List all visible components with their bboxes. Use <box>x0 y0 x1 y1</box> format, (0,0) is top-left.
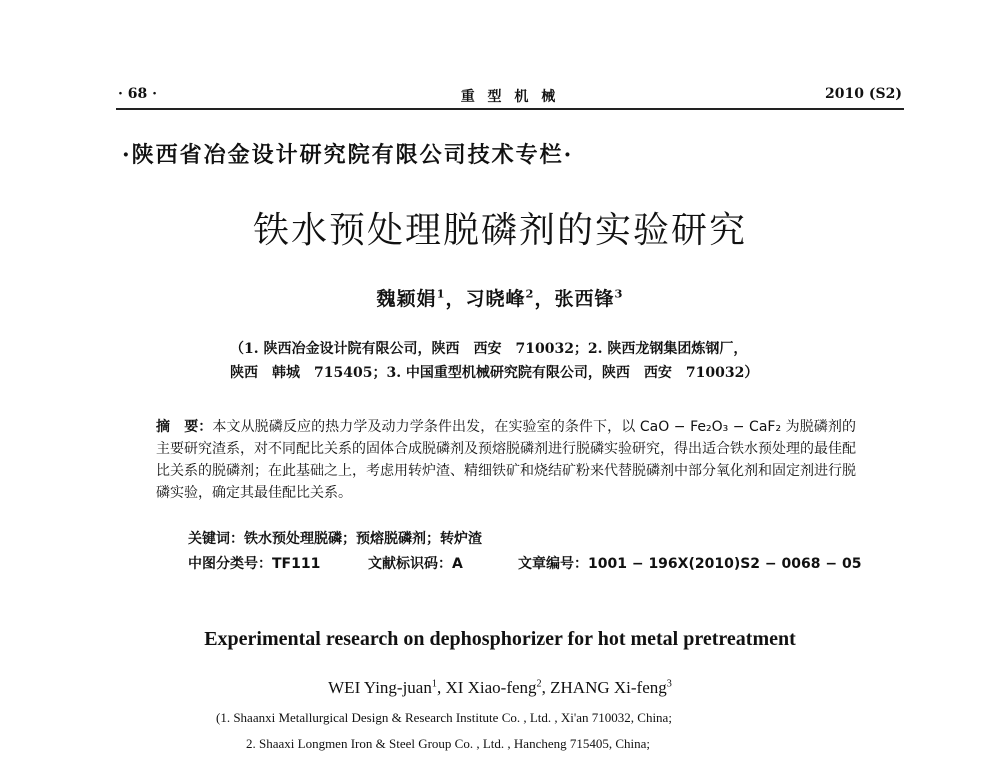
author-name: 魏颖娟 <box>376 288 437 310</box>
header-rule <box>116 108 904 110</box>
author-list <box>0 284 1000 311</box>
abstract <box>156 416 856 504</box>
author-mark: 1 <box>436 286 446 301</box>
classification-line <box>188 553 861 573</box>
author-separator: ， <box>534 288 555 310</box>
author-separator: , <box>436 678 446 697</box>
author-mark: 3 <box>666 678 672 690</box>
author-name: WEI Ying-juan <box>328 678 432 697</box>
keywords-text: 铁水预处理脱磷；预熔脱磷剂；转炉渣 <box>244 531 482 547</box>
author-mark: 1 <box>431 678 437 690</box>
paper-title: 铁水预处理脱磷剂的实验研究 <box>252 210 747 251</box>
affiliation-line: （1. 陕西冶金设计院有限公司，陕西 西安 710032；2. 陕西龙钢集团炼钢厂， <box>230 341 748 357</box>
keywords-label: 关键词： <box>188 531 244 547</box>
author-name: ZHANG Xi-feng <box>550 678 667 697</box>
author-name: 习晓峰 <box>465 288 526 310</box>
column-heading: ·陕西省冶金设计研究院有限公司技术专栏· <box>122 142 574 168</box>
running-header <box>118 86 902 110</box>
author-name: 张西锋 <box>554 288 615 310</box>
journal-name: 重 型 机 械 <box>460 89 560 105</box>
clc-number: 中图分类号：TF111 <box>188 556 321 572</box>
keywords <box>188 528 482 548</box>
author-name: XI Xiao-feng <box>445 678 537 697</box>
author-mark: 3 <box>614 286 624 301</box>
english-affiliation-line: 2. Shaaxi Longmen Iron & Steel Group Co. , Ltd. , Hancheng 715405, China; <box>246 736 651 751</box>
document-code: 文献标识码：A <box>368 556 463 572</box>
english-title: Experimental research on dephosphorizer for hot metal pretreatment <box>204 628 796 650</box>
article-id: 文章编号：1001 − 196X(2010)S2 − 0068 − 05 <box>518 556 862 572</box>
issue-label: 2010 (S2) <box>825 86 902 102</box>
abstract-text: 本文从脱磷反应的热力学及动力学条件出发，在实验室的条件下，以 CaO − Fe₂O₃ − CaF₂ 为脱磷剂的主要研究渣系，对不同配比关系的固体合成脱磷剂及预熔脱磷剂进行脱磷实验研究，得出适合铁水预处理的最佳配比关系的脱磷剂；在此基础之上，考虑用转炉渣、精细铁矿和烧结矿粉来代替脱磷剂中部分氧化剂和固定剂进行脱磷实验，确定其最佳配比关系。 <box>156 419 856 501</box>
abstract-label: 摘 要： <box>156 419 213 435</box>
page-number: · 68 · <box>118 86 157 102</box>
author-mark: 2 <box>536 678 542 690</box>
author-mark: 2 <box>525 286 535 301</box>
english-affiliation-line: (1. Shaanxi Metallurgical Design & Research Institute Co. , Ltd. , Xi'an 710032, China; <box>216 710 672 725</box>
author-separator: ， <box>445 288 466 310</box>
affiliation-line: 陕西 韩城 715405；3. 中国重型机械研究院有限公司，陕西 西安 710032） <box>230 365 759 381</box>
author-separator: , <box>541 678 551 697</box>
english-author-list <box>0 678 1000 698</box>
